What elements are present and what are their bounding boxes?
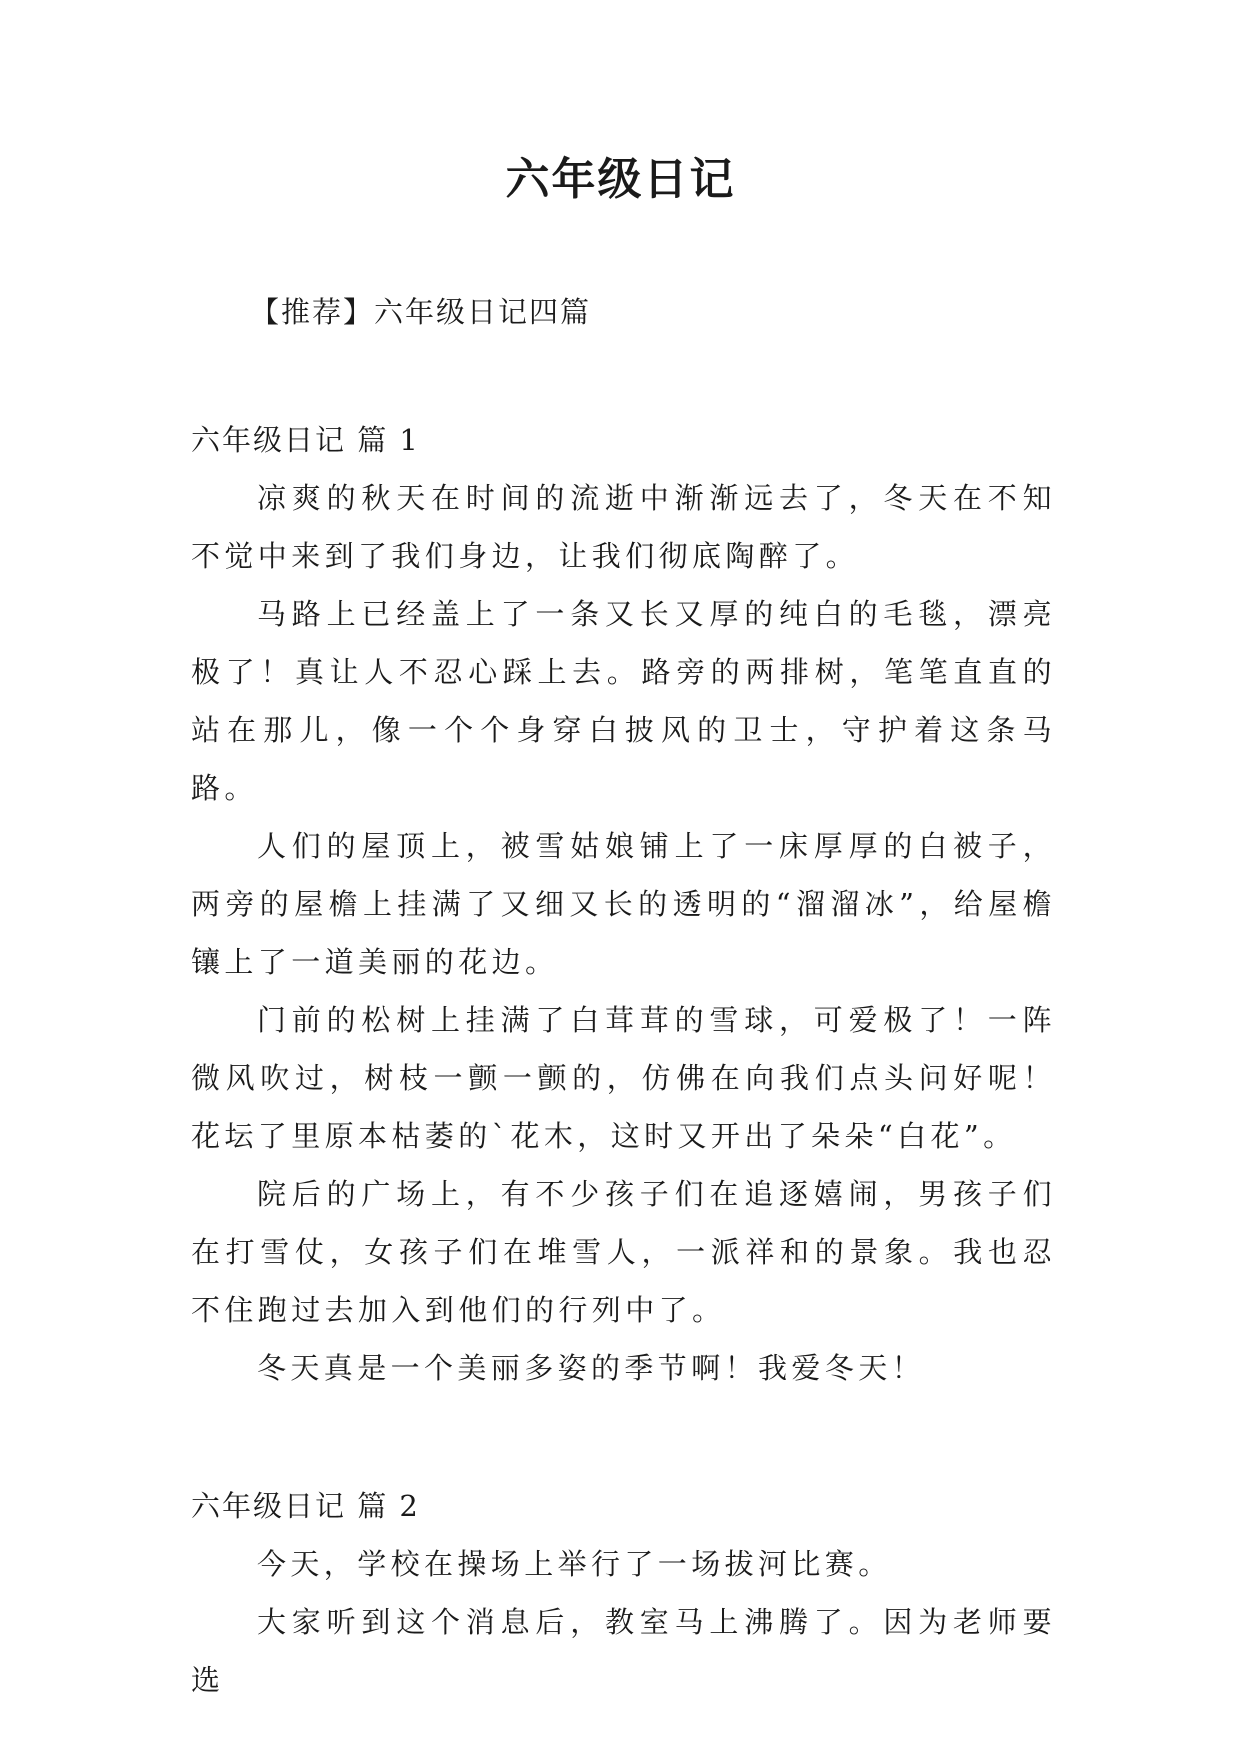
diary-section-1 <box>191 411 1056 1397</box>
section-spacer <box>191 1397 1056 1477</box>
paragraph: 凉爽的秋天在时间的流逝中渐渐远去了，冬天在不知不觉中来到了我们身边，让我们彻底陶醉了。 <box>191 481 1056 573</box>
paragraph: 门前的松树上挂满了白茸茸的雪球，可爱极了！一阵微风吹过，树枝一颤一颤的，仿佛在向我们点头问好呢！花坛了里原本枯萎的`花木，这时又开出了朵朵“白花”。 <box>191 1003 1056 1153</box>
document-title: 六年级日记 <box>505 154 736 205</box>
paragraph: 人们的屋顶上，被雪姑娘铺上了一床厚厚的白被子，两旁的屋檐上挂满了又细又长的透明的“溜溜冰”，给屋檐镶上了一道美丽的花边。 <box>191 829 1056 979</box>
section-heading: 六年级日记 篇 2 <box>191 1489 420 1523</box>
diary-section-2 <box>191 1477 1056 1709</box>
section-heading: 六年级日记 篇 1 <box>191 423 420 457</box>
paragraph: 院后的广场上，有不少孩子们在追逐嬉闹，男孩子们在打雪仗，女孩子们在堆雪人，一派祥和的景象。我也忍不住跑过去加入到他们的行列中了。 <box>191 1177 1056 1327</box>
paragraph: 马路上已经盖上了一条又长又厚的纯白的毛毯，漂亮极了！真让人不忍心踩上去。路旁的两排树，笔笔直直的站在那儿，像一个个身穿白披风的卫士，守护着这条马路。 <box>191 597 1056 805</box>
paragraph: 今天，学校在操场上举行了一场拔河比赛。 <box>257 1547 892 1581</box>
document-subtitle: 【推荐】六年级日记四篇 <box>250 295 592 329</box>
paragraph: 冬天真是一个美丽多姿的季节啊！我爱冬天！ <box>257 1351 926 1385</box>
document-body <box>191 411 1056 1709</box>
paragraph: 大家听到这个消息后，教室马上沸腾了。因为老师要选 <box>191 1605 1056 1697</box>
